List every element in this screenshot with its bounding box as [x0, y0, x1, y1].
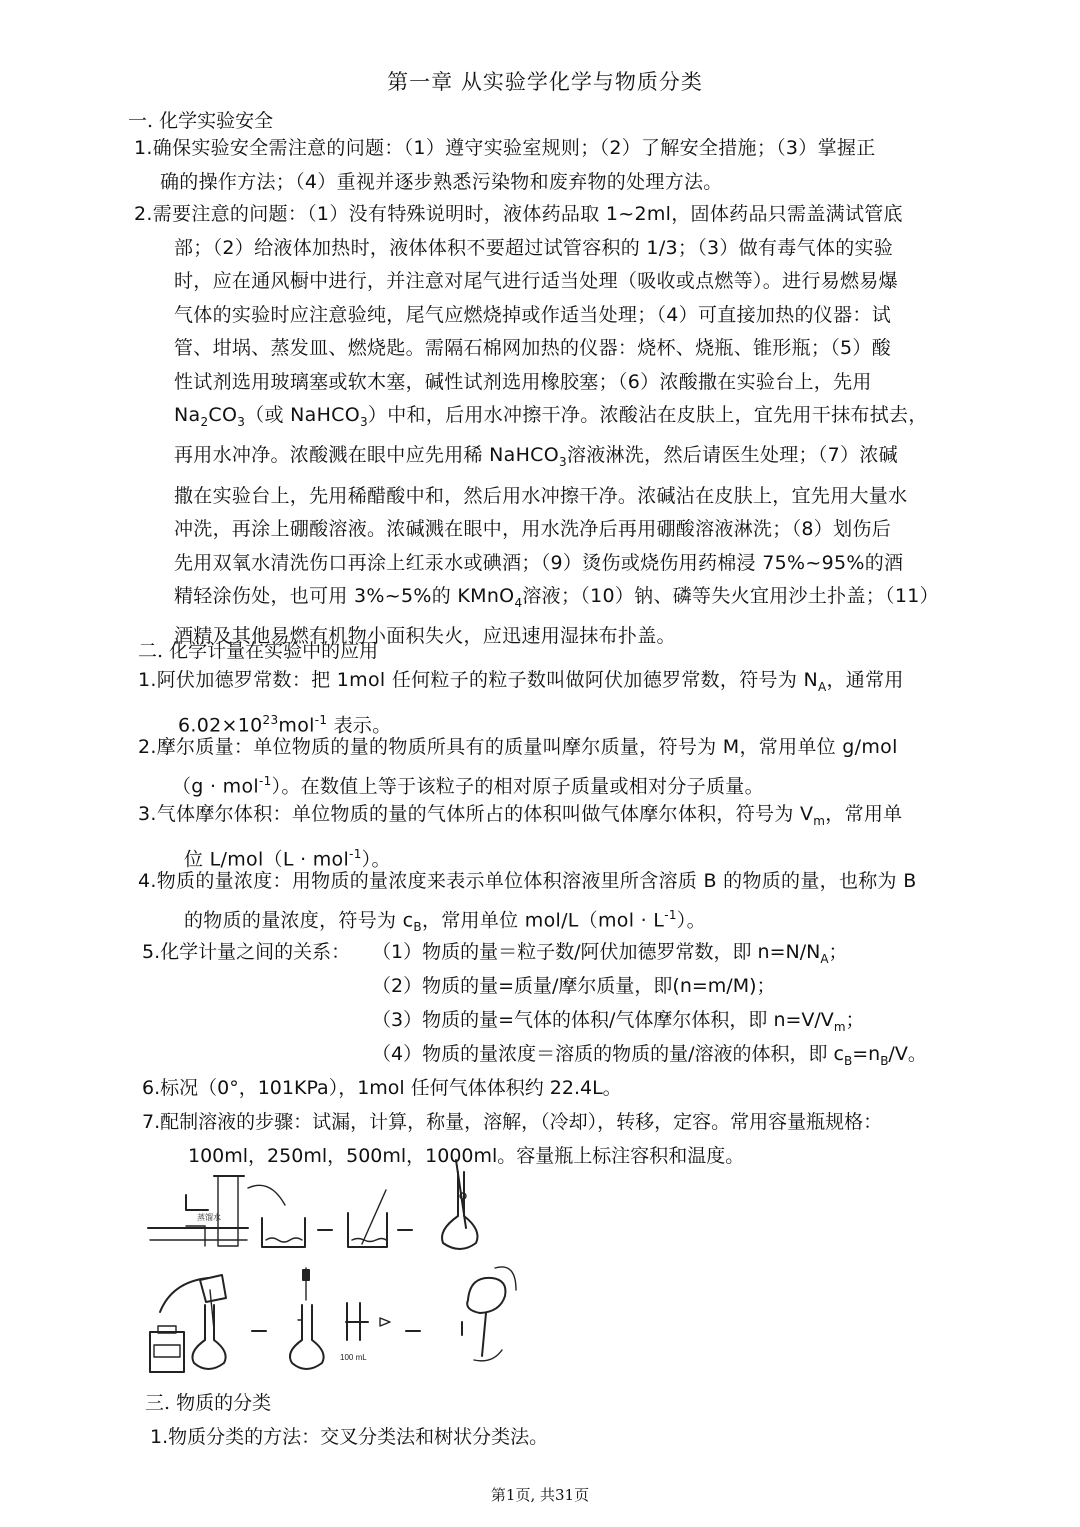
measurement-item-7: 7.配制溶液的步骤：试漏，计算，称量，溶解，（冷却），转移，定容。常用容量瓶规格： [142, 1111, 883, 1133]
item-text: 再用水冲净。浓酸溅在眼中应先用稀 NaHCO$_3$溶液淋洗，然后请医生处理；（7）浓碱 [174, 444, 898, 470]
measurement-item-2: 2.摩尔质量：单位物质的量的物质所具有的质量叫摩尔质量，符号为 M，常用单位 g/mol （g · mol$^{-1}$）。在数值上等于该粒子的相对原子质量或相对分子质量。 [138, 736, 898, 797]
measurement-item-7-cont: 100ml，250ml，500ml，1000ml。容量瓶上标注容积和温度。 [188, 1145, 745, 1167]
section-heading-1: 一. 化学实验安全 [128, 110, 274, 132]
item-text: 需要注意的问题：（1）没有特殊说明时，液体药品取 1~2ml，固体药品只需盖满试管底 [152, 203, 903, 225]
page-title: 第一章 从实验学化学与物质分类 [387, 70, 703, 94]
item-text: 性试剂选用玻璃塞或软木塞，碱性试剂选用橡胶塞；（6）浓酸撒在实验台上，先用 [174, 370, 872, 393]
item-text: 酒精及其他易燃有机物小面积失火，应迅速用湿抹布扑盖。 [174, 625, 676, 648]
step-invert-shake [462, 1267, 516, 1361]
item-text: 时，应在通风橱中进行，并注意对尾气进行适当处理（吸收或点燃等）。进行易燃易爆 [174, 270, 898, 292]
item-text: 部；（2）给液体加热时，液体体积不要超过试管容积的 1/3；（3）做有毒气体的实验 [174, 236, 894, 259]
step-stir-rod [348, 1190, 387, 1247]
measurement-item-5-heading: 5.化学计量之间的关系： [142, 941, 351, 963]
step-beaker-dissolve [248, 1185, 305, 1247]
classification-item-1: 1.物质分类的方法：交叉分类法和树状分类法。 [150, 1426, 549, 1448]
step-meniscus-reading [340, 1303, 390, 1362]
item-number: 2. [134, 203, 153, 225]
item-text: 确的操作方法；（4）重视并逐步熟悉污染物和废弃物的处理方法。 [160, 170, 723, 193]
step-dropper-flask [290, 1268, 324, 1369]
measurement-item-3: 3.气体摩尔体积：单位物质的量的气体所占的体积叫做气体摩尔体积，符号为 $V_m$，常用单 位 L/mol（L · mol$^{-1}$）。 [138, 803, 903, 871]
measurement-item-6: 6.标况（0°，101KPa），1mol 任何气体体积约 22.4L。 [142, 1077, 622, 1099]
item-text: $Na_2CO_3$（或 NaHCO$_3$）中和，后用水冲擦干净。浓酸沾在皮肤上，宜先用干抹布拭去， [174, 404, 928, 429]
relation-4: （4）物质的量浓度＝溶质的物质的量/溶液的体积，即 $c_B=n_B/V$。 [372, 1043, 927, 1068]
relation-2: （2）物质的量=质量/摩尔质量，即(n=m/M)； [372, 975, 776, 997]
item-text: 冲洗，再涂上硼酸溶液。浓碱溅在眼中，用水洗净后再用硼酸溶液淋洗；（8）划伤后 [174, 518, 891, 541]
step-transfer-flask [192, 1275, 226, 1369]
relation-3: （3）物质的量=气体的体积/气体摩尔体积，即 $n=V/V_m$； [372, 1009, 865, 1034]
section-heading-3: 三. 物质的分类 [145, 1392, 272, 1414]
measurement-item-1: 1.阿伏加德罗常数：把 1mol 任何粒子的粒子数叫做阿伏加德罗常数，符号为 $N_A$，通常用 $6.02\times 10^{23}mol^{-1}$ 表示。 [138, 669, 904, 737]
step-graduated-cylinder [148, 1176, 248, 1246]
item-number: 1. [134, 137, 153, 159]
measurement-item-4: 4.物质的量浓度：用物质的量浓度来表示单位体积溶液里所含溶质 B 的物质的量，也称为 B 的物质的量浓度，符号为 $c_B$，常用单位 $mol/L(mol \cdot L^{-1})$。 [138, 870, 917, 934]
item-text: 管、坩埚、蒸发皿、燃烧匙。需隔石棉网加热的仪器：烧杯、烧瓶、锥形瓶；（5）酸 [174, 337, 891, 359]
distilled-water-label: 蒸馏水 [197, 1213, 221, 1222]
item-text: 确保实验安全需注意的问题：（1）遵守实验室规则；（2）了解安全措施；（3）掌握正 [152, 137, 876, 159]
item-text: 先用双氧水清洗伤口再涂上红汞水或碘酒；（9）烫伤或烧伤用药棉浸 75%~95%的酒 [174, 551, 904, 574]
page-footer: 第1页, 共31页 [490, 1486, 590, 1504]
volume-mark-label: 100 mL [340, 1353, 367, 1362]
section-heading-2: 二. 化学计量在实验中的应用 [138, 640, 379, 662]
item-text: 精轻涂伤处，也可用 3%~5%的 KMnO$_4$溶液；（10）钠、磷等失火宜用沙土扑盖；（11） [174, 585, 939, 610]
step-volumetric-flask-1 [442, 1160, 478, 1249]
item-text: 撒在实验台上，先用稀醋酸中和，然后用水冲擦干净。浓碱沾在皮肤上，宜先用大量水 [174, 484, 908, 507]
item-text: 气体的实验时应注意验纯，尾气应燃烧掉或作适当处理；（4）可直接加热的仪器：试 [174, 303, 891, 326]
relation-1: （1）物质的量＝粒子数/阿伏加德罗常数，即 $n=N/N_A$； [372, 941, 848, 966]
step-reagent-bottle [150, 1278, 208, 1372]
